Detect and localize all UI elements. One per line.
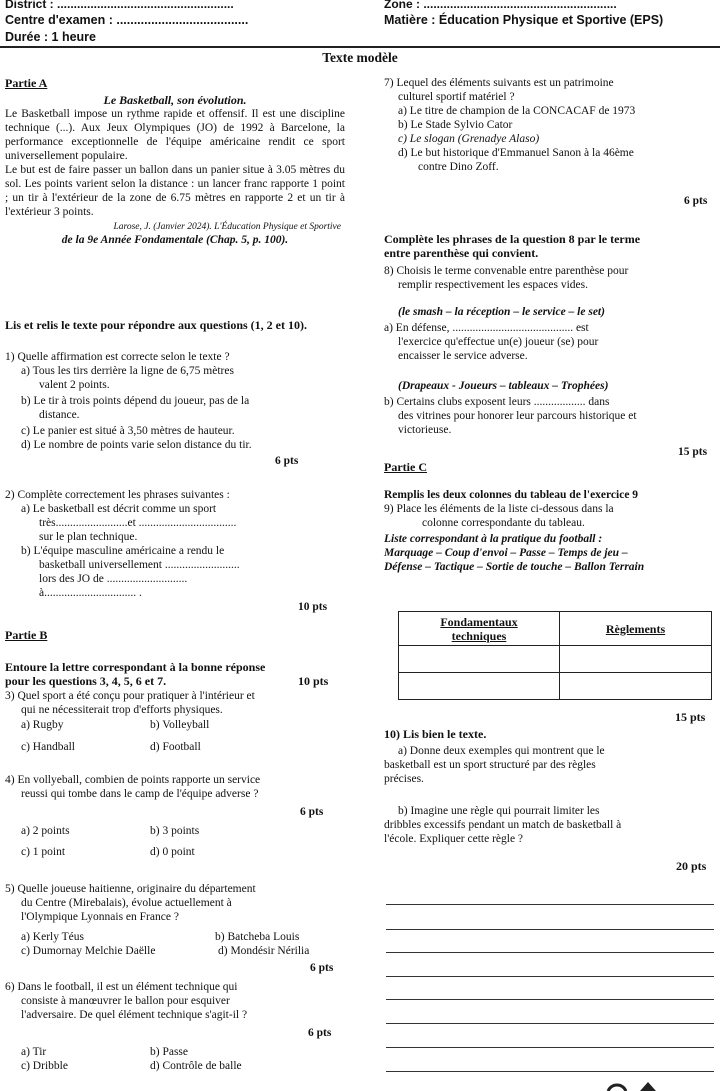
q8b-line-2: des vitrines pour honorer leur parcours historique et: [398, 410, 637, 422]
q3-option-c[interactable]: c) Handball: [21, 741, 75, 753]
q3-option-d[interactable]: d) Football: [150, 741, 201, 753]
answer-line[interactable]: [386, 1071, 714, 1072]
q4-option-a[interactable]: a) 2 points: [21, 825, 70, 837]
q7-prompt: 7) Lequel des éléments suivants est un patrimoine: [384, 77, 614, 89]
centre-field: Centre d'examen : ......................................: [5, 13, 249, 27]
question-5: [5, 882, 340, 924]
q2a-line-1: a) Le basketball est décrit comme un sport: [21, 503, 217, 515]
q8b: [384, 395, 714, 437]
q6-prompt-cont-2: l'adversaire. De quel élément technique s'agit-il ?: [21, 1009, 248, 1021]
question-1: [5, 350, 345, 468]
q8b-line-3: victorieuse.: [398, 424, 452, 436]
left-column: [5, 76, 345, 247]
q2b-blank-line-2[interactable]: lors des JO de ............................: [39, 573, 188, 585]
table-header-fondamentaux-line-2: techniques: [451, 628, 507, 643]
table-cell-fondamentaux-1[interactable]: [399, 646, 560, 673]
q8-instruction-line-2: entre parenthèse qui convient.: [384, 246, 539, 260]
partie-b-instruction: [5, 660, 345, 688]
q5-option-d[interactable]: d) Mondésir Nérilia: [218, 945, 310, 957]
football-table: [398, 611, 712, 700]
partie-b-instruction-line-1: Entoure la lettre correspondant à la bonne réponse: [5, 660, 266, 674]
q3-option-b[interactable]: b) Volleyball: [150, 719, 210, 731]
answer-line[interactable]: [386, 1023, 714, 1024]
matiere-label: Matière : Éducation Physique et Sportive (EPS): [384, 13, 664, 27]
zone-field: Zone : ..........................................................: [384, 0, 617, 11]
table-cell-fondamentaux-2[interactable]: [399, 673, 560, 700]
q10a: [384, 744, 714, 786]
q4-prompt-cont: reussi qui tombe dans le camp de l'équipe adverse ?: [21, 788, 259, 800]
q3-prompt: 3) Quel sport a été conçu pour pratiquer à l'intérieur et: [5, 690, 255, 702]
partie-b-title: Partie B: [5, 628, 48, 642]
source-line-1: Larose, J. (Janvier 2024). L'Éducation Physique et Sportive: [113, 222, 341, 232]
q7-option-d-cont: contre Dino Zoff.: [418, 161, 499, 173]
q2-points: 10 pts: [298, 601, 328, 613]
source-line-2: de la 9e Année Fondamentale (Chap. 5, p. 100).: [61, 234, 289, 246]
q8a: [384, 321, 714, 363]
q6-points: 6 pts: [308, 1027, 332, 1039]
header-divider: [0, 46, 720, 48]
q1-option-a[interactable]: a) Tous les tirs derrière la ligne de 6,75 mètres: [21, 365, 234, 377]
q8a-blank-line[interactable]: a) En défense, .......................................... est: [384, 322, 589, 334]
table-cell-reglements-2[interactable]: [560, 673, 712, 700]
question-2: [5, 488, 345, 600]
q5-option-a[interactable]: a) Kerly Téus: [21, 931, 85, 943]
q8-terms-a: (le smash – la réception – le service – le set): [398, 306, 605, 318]
table-header-reglements: Règlements: [560, 612, 712, 646]
question-4: [5, 773, 345, 801]
question-8: [384, 264, 714, 292]
q9-points: 15 pts: [675, 710, 706, 724]
q2b-blank-line-1[interactable]: basketball universellement ..........................: [39, 559, 240, 571]
question-6: [5, 980, 345, 1022]
table-header-fondamentaux-line-1: Fondamentaux: [440, 614, 518, 629]
q8-points: 15 pts: [678, 446, 708, 458]
duree-label: Durée : 1 heure: [5, 30, 97, 44]
q5-option-b[interactable]: b) Batcheba Louis: [215, 931, 300, 943]
answer-line[interactable]: [386, 1047, 714, 1048]
q1-option-d[interactable]: d) Le nombre de points varie selon distance du tir.: [21, 439, 252, 451]
q6-prompt: 6) Dans le football, il est un élément technique qui: [5, 981, 238, 993]
q5-points: 6 pts: [310, 962, 334, 974]
q9-prompt-cont: colonne correspondante du tableau.: [422, 517, 585, 529]
q7-option-c[interactable]: c) Le slogan (Grenadye Alaso): [398, 133, 540, 145]
q9-list-line-2: Défense – Tactique – Sortie de touche – Ballon Terrain: [384, 561, 645, 573]
instruction-read-text: Lis et relis le texte pour répondre aux questions (1, 2 et 10).: [5, 318, 307, 332]
q7-option-b[interactable]: b) Le Stade Sylvio Cator: [398, 119, 513, 131]
q2a-blank-line[interactable]: très.........................et ..................................: [39, 517, 237, 529]
q1-option-c[interactable]: c) Le panier est situé à 3,50 mètres de hauteur.: [21, 425, 235, 437]
text-title: Le Basketball, son évolution.: [103, 93, 247, 107]
partie-c-instruction: Remplis les deux colonnes du tableau de l'exercice 9: [384, 489, 639, 501]
q3-prompt-cont: qui ne nécessiterait trop d'efforts physiques.: [21, 704, 223, 716]
q1-option-b-cont: distance.: [39, 409, 80, 421]
q9-prompt: 9) Place les éléments de la liste ci-dessous dans la: [384, 503, 614, 515]
q4-prompt: 4) En vollyeball, combien de points rapporte un service: [5, 774, 261, 786]
q4-points: 6 pts: [300, 806, 324, 818]
q10a-line-2: basketball est un sport structuré par des règles: [384, 759, 596, 771]
q8a-line-2: l'exercice qu'effectue un(e) joueur (se) pour: [398, 336, 599, 348]
q9-list-title: Liste correspondant à la pratique du football :: [384, 533, 603, 545]
q8-prompt: 8) Choisis le terme convenable entre parenthèse pour: [384, 265, 629, 277]
q3-option-a[interactable]: a) Rugby: [21, 719, 64, 731]
district-field: District : .....................................................: [5, 0, 234, 11]
table-header-fondamentaux: [399, 612, 560, 646]
q2b-line-1: b) L'équipe masculine américaine a rendu le: [21, 545, 225, 557]
text-paragraph-1: Le Basketball impose un rythme rapide et offensif. Il est une discipline technique (...). Aux Jeux Olympiques (JO) de 1992 à Barcelone, la performance exceptionnelle de l'équipe américaine rendit ce sport universellement populaire.: [5, 108, 345, 162]
q10-title: 10) Lis bien le texte.: [384, 727, 487, 741]
answer-line[interactable]: [386, 904, 714, 905]
q7-option-a[interactable]: a) Le titre de champion de la CONCACAF de 1973: [398, 105, 636, 117]
q7-points: 6 pts: [684, 195, 708, 207]
q1-option-b[interactable]: b) Le tir à trois points dépend du joueur, pas de la: [21, 395, 250, 407]
q8-prompt-cont: remplir respectivement les espaces vides.: [398, 279, 588, 291]
partie-a-title: Partie A: [5, 76, 48, 90]
q2-prompt: 2) Complète correctement les phrases suivantes :: [5, 489, 230, 501]
q1-prompt: 1) Quelle affirmation est correcte selon le texte ?: [5, 351, 230, 363]
q10b-line-3: l'école. Expliquer cette règle ?: [384, 833, 524, 845]
q5-prompt: 5) Quelle joueuse haitienne, originaire du département: [5, 883, 256, 895]
table-cell-reglements-1[interactable]: [560, 646, 712, 673]
q6-option-d[interactable]: d) Contrôle de balle: [150, 1060, 242, 1072]
q6-option-b[interactable]: b) Passe: [150, 1046, 189, 1058]
q1-points: 6 pts: [275, 455, 299, 467]
partie-b-instruction-line-2: pour les questions 3, 4, 5, 6 et 7.: [5, 674, 167, 688]
q4-option-c[interactable]: c) 1 point: [21, 846, 66, 858]
q8-terms-b: (Drapeaux - Joueurs – tableaux – Trophées): [398, 380, 609, 392]
q5-option-c[interactable]: c) Dumornay Melchie Daëlle: [21, 945, 156, 957]
q5-prompt-cont-2: l'Olympique Lyonnais en France ?: [21, 911, 179, 923]
q6-option-c[interactable]: c) Dribble: [21, 1060, 68, 1072]
q10b-line-1: b) Imagine une règle qui pourrait limiter les: [398, 805, 600, 817]
q7-prompt-cont: culturel sportif matériel ?: [398, 91, 515, 103]
q7-option-d[interactable]: d) Le but historique d'Emmanuel Sanon à la 46ème: [398, 147, 634, 159]
question-3: [5, 689, 345, 717]
partie-b-points: 10 pts: [298, 674, 329, 688]
q8-instruction: [384, 232, 714, 260]
q6-prompt-cont-1: consiste à manœuvrer le ballon pour esquiver: [21, 995, 230, 1007]
page-mark-icon: [600, 1078, 670, 1091]
q9-list-line-1: Marquage – Coup d'envoi – Passe – Temps de jeu –: [384, 547, 628, 559]
q10b-line-2: dribbles excessifs pendant un match de basketball à: [384, 819, 622, 831]
q1-option-a-cont: valent 2 points.: [39, 379, 110, 391]
question-9: [384, 502, 714, 530]
q8b-blank-line[interactable]: b) Certains clubs exposent leurs .................. dans: [384, 396, 610, 408]
q2b-blank-line-3[interactable]: à................................ .: [39, 587, 142, 599]
answer-line[interactable]: [386, 929, 714, 930]
partie-c-title: Partie C: [384, 460, 427, 474]
q5-prompt-cont-1: du Centre (Mirebalais), évolue actuellement à: [21, 897, 232, 909]
q4-option-d[interactable]: d) 0 point: [150, 846, 195, 858]
text-paragraph-2: Le but est de faire passer un ballon dans un panier situe à 3.05 mètres du sol. Les points varient selon la distance : un lancer franc rapporte 1 point ; un tir à l'extérieur de la zone de 6.75 mètres en rapporte 2 et un tir à l'extérieur 3 points.: [5, 164, 345, 218]
q10-points: 20 pts: [676, 859, 707, 873]
q8a-line-3: encaisser le service adverse.: [398, 350, 528, 362]
q4-option-b[interactable]: b) 3 points: [150, 825, 200, 837]
page-title: Texte modèle: [322, 50, 398, 65]
q2a-line-3: sur le plan technique.: [39, 531, 138, 543]
q10a-line-3: précises.: [384, 773, 424, 785]
question-7: [384, 76, 714, 174]
answer-line[interactable]: [386, 999, 714, 1000]
q6-option-a[interactable]: a) Tir: [21, 1046, 47, 1058]
q8-instruction-line-1: Complète les phrases de la question 8 par le terme: [384, 232, 641, 246]
answer-line[interactable]: [386, 952, 714, 953]
q10a-line-1: a) Donne deux exemples qui montrent que le: [398, 745, 605, 757]
q10b: [384, 804, 714, 846]
answer-line[interactable]: [386, 976, 714, 977]
